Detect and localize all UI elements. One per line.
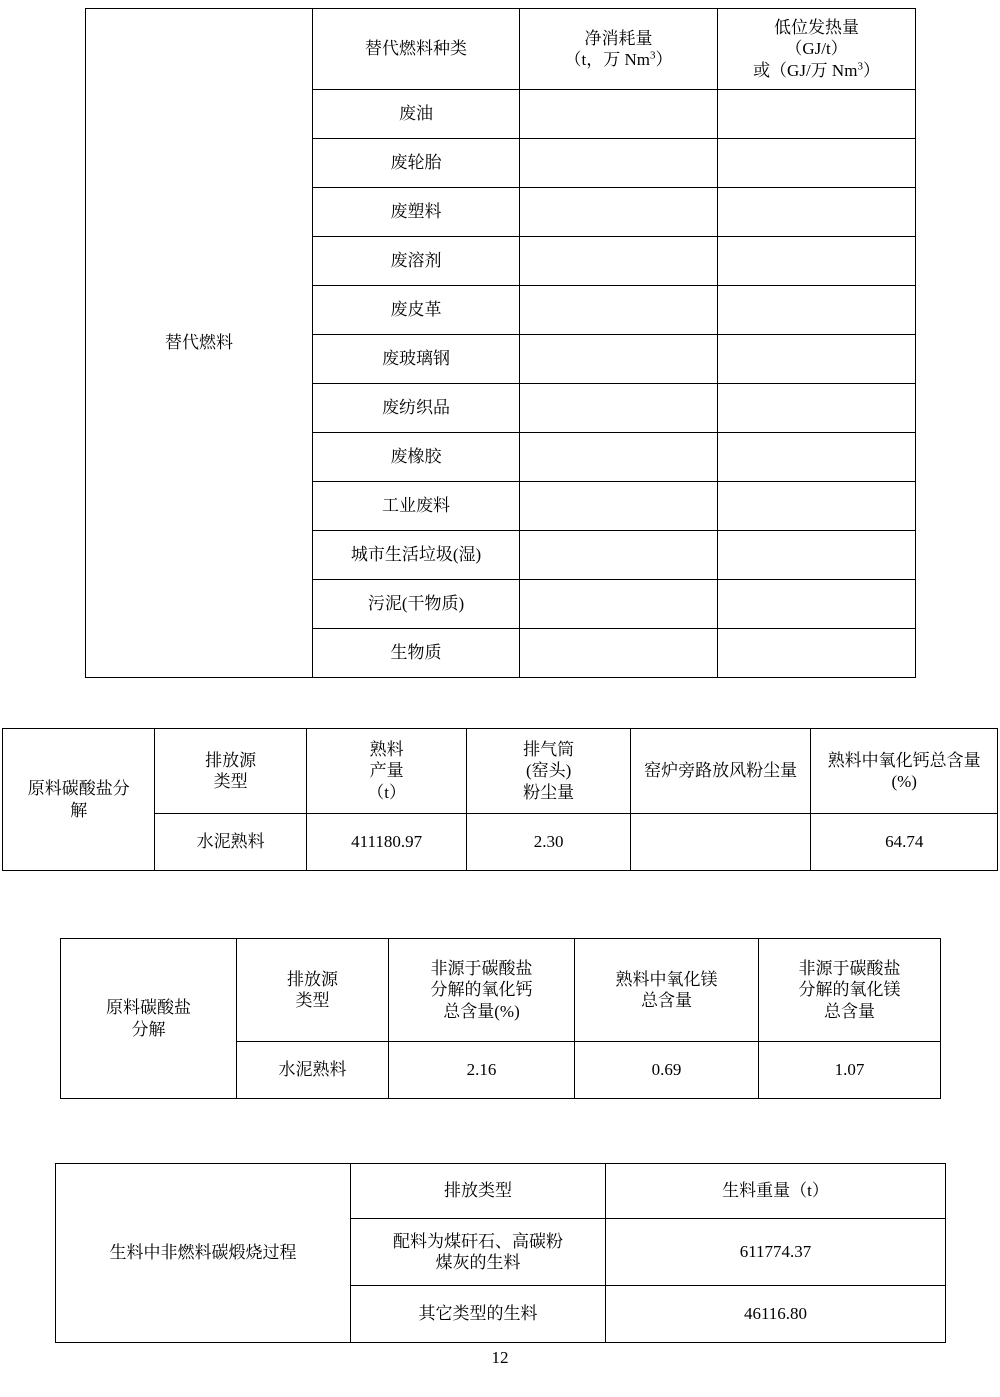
fuel-heat-value[interactable] xyxy=(718,531,916,580)
fuel-net-value[interactable] xyxy=(520,433,718,482)
header-heat-value xyxy=(718,9,916,90)
cell-source-type: 水泥熟料 xyxy=(237,1042,389,1099)
raw-meal-table xyxy=(55,1163,946,1343)
fuel-net-value[interactable] xyxy=(520,482,718,531)
fuel-net-value[interactable] xyxy=(520,531,718,580)
cell-stack-dust[interactable]: 2.30 xyxy=(467,814,630,871)
header-source-type-line2: 类型 xyxy=(213,772,248,791)
header-non-carbonate-mgo xyxy=(759,939,941,1042)
header-non-carbonate-mgo-line1: 非源于碳酸盐 xyxy=(798,959,901,979)
fuel-name: 污泥(干物质) xyxy=(313,580,520,629)
header-mgo-content xyxy=(575,939,759,1042)
carbonate-1-row-label-line2: 解 xyxy=(70,800,88,820)
carbonate-2-row-label-line2: 分解 xyxy=(131,1019,166,1039)
header-heat-line2: （GJ/t） xyxy=(785,39,848,59)
header-non-carbonate-cao-line1: 非源于碳酸盐 xyxy=(430,959,533,979)
net-unit-sup: 3 xyxy=(649,49,656,62)
fuel-name: 废皮革 xyxy=(313,286,520,335)
page-number: 12 xyxy=(491,1348,509,1367)
carbonate-1-row-label-line1: 原料碳酸盐分 xyxy=(27,779,130,799)
fuel-name: 废塑料 xyxy=(313,188,520,237)
header-source-type xyxy=(155,729,306,814)
header-fuel-type: 替代燃料种类 xyxy=(313,9,520,90)
header-clinker-line1: 熟料 xyxy=(369,740,404,760)
fuel-net-value[interactable] xyxy=(520,580,718,629)
header-mgo-line1: 熟料中氧化镁 xyxy=(615,969,718,989)
cell-clinker-output[interactable]: 411180.97 xyxy=(306,814,466,871)
fuel-net-value[interactable] xyxy=(520,384,718,433)
header-non-carbonate-mgo-line2: 分解的氧化镁 xyxy=(798,980,901,1000)
header-raw-meal-weight: 生料重量（t） xyxy=(606,1164,946,1219)
cell-emission-type xyxy=(351,1219,606,1286)
header-stack-dust xyxy=(467,729,630,814)
header-heat-line1: 低位发热量 xyxy=(774,18,859,38)
cell-bypass-dust[interactable] xyxy=(630,814,811,871)
fuel-name: 废纺织品 xyxy=(313,384,520,433)
fuel-name: 废油 xyxy=(313,90,520,139)
cell-source-type: 水泥熟料 xyxy=(155,814,306,871)
carbonate-table-2-container xyxy=(60,938,941,1099)
fuel-heat-value[interactable] xyxy=(718,580,916,629)
fuel-name: 城市生活垃圾(湿) xyxy=(313,531,520,580)
header-non-carbonate-cao-line2: 分解的氧化钙 xyxy=(430,980,533,1000)
cell-emission-type-line1: 配料为煤矸石、高碳粉 xyxy=(393,1231,563,1251)
carbonate-table-2 xyxy=(60,938,941,1099)
table-header-row xyxy=(86,9,916,90)
table-header-row xyxy=(3,729,998,814)
fuel-heat-value[interactable] xyxy=(718,384,916,433)
fuel-net-value[interactable] xyxy=(520,90,718,139)
header-net-consumption-line2 xyxy=(524,49,713,70)
fuel-heat-value[interactable] xyxy=(718,139,916,188)
fuel-net-value[interactable] xyxy=(520,629,718,678)
fuel-name: 废玻璃钢 xyxy=(313,335,520,384)
fuel-heat-value[interactable] xyxy=(718,188,916,237)
carbonate-table-1 xyxy=(2,728,998,871)
header-non-carbonate-mgo-line3: 总含量 xyxy=(824,1001,875,1021)
header-clinker-output xyxy=(306,729,466,814)
fuel-net-value[interactable] xyxy=(520,286,718,335)
header-non-carbonate-cao xyxy=(389,939,575,1042)
fuel-heat-value[interactable] xyxy=(718,286,916,335)
heat-unit-pre: 或（GJ/万 Nm xyxy=(753,60,858,80)
header-net-consumption-line1: 净消耗量 xyxy=(584,28,653,48)
cell-non-carbonate-mgo[interactable]: 1.07 xyxy=(759,1042,941,1099)
cell-emission-type-line2: 煤灰的生料 xyxy=(435,1253,521,1272)
fuel-net-value[interactable] xyxy=(520,188,718,237)
header-non-carbonate-cao-line3: 总含量(%) xyxy=(443,1001,520,1021)
header-cao-content: 熟料中氧化钙总含量(%) xyxy=(811,729,998,814)
header-source-type-line2: 类型 xyxy=(295,991,330,1010)
table-header-row xyxy=(56,1164,946,1219)
header-stack-line1: 排气筒 xyxy=(523,740,575,760)
header-emission-type: 排放类型 xyxy=(351,1164,606,1219)
header-source-type-line1: 排放源 xyxy=(287,969,338,989)
cell-raw-meal-weight[interactable]: 46116.80 xyxy=(606,1286,946,1343)
header-mgo-line2: 总含量 xyxy=(641,991,692,1010)
header-stack-line2: (窑头) xyxy=(525,761,572,781)
fuel-heat-value[interactable] xyxy=(718,629,916,678)
cell-non-carbonate-cao[interactable]: 2.16 xyxy=(389,1042,575,1099)
fuel-name: 废橡胶 xyxy=(313,433,520,482)
carbonate-2-row-label-line1: 原料碳酸盐 xyxy=(106,998,191,1018)
carbonate-table-1-container xyxy=(2,728,998,871)
fuel-heat-value[interactable] xyxy=(718,237,916,286)
fuel-net-value[interactable] xyxy=(520,237,718,286)
carbonate-1-row-label xyxy=(3,729,155,871)
header-clinker-line2: 产量 xyxy=(369,761,404,781)
alt-fuel-table-container xyxy=(85,8,916,678)
heat-unit-post: ） xyxy=(862,60,880,80)
fuel-name: 废轮胎 xyxy=(313,139,520,188)
fuel-net-value[interactable] xyxy=(520,335,718,384)
fuel-name: 工业废料 xyxy=(313,482,520,531)
header-source-type xyxy=(237,939,389,1042)
header-clinker-line3: （t） xyxy=(367,782,406,802)
fuel-heat-value[interactable] xyxy=(718,335,916,384)
header-stack-line3: 粉尘量 xyxy=(523,782,575,802)
header-bypass-dust: 窑炉旁路放风粉尘量 xyxy=(630,729,811,814)
raw-meal-row-label: 生料中非燃料碳煅烧过程 xyxy=(56,1164,351,1343)
cell-cao-content[interactable]: 64.74 xyxy=(811,814,998,871)
table-header-row xyxy=(61,939,941,1042)
fuel-heat-value[interactable] xyxy=(718,90,916,139)
cell-raw-meal-weight[interactable]: 611774.37 xyxy=(606,1219,946,1286)
fuel-name: 废溶剂 xyxy=(313,237,520,286)
fuel-net-value[interactable] xyxy=(520,139,718,188)
alt-fuel-row-label: 替代燃料 xyxy=(86,9,313,678)
net-unit-post: ） xyxy=(655,50,673,69)
heat-unit-sup: 3 xyxy=(857,59,863,72)
header-net-consumption xyxy=(520,9,718,90)
header-heat-line3 xyxy=(722,60,911,81)
net-unit-pre: （t，万 Nm xyxy=(564,50,650,69)
alt-fuel-table xyxy=(85,8,916,678)
header-source-type-line1: 排放源 xyxy=(205,750,257,770)
carbonate-2-row-label xyxy=(61,939,237,1099)
cell-emission-type: 其它类型的生料 xyxy=(351,1286,606,1343)
cell-mgo-content[interactable]: 0.69 xyxy=(575,1042,759,1099)
fuel-heat-value[interactable] xyxy=(718,433,916,482)
raw-meal-table-container xyxy=(55,1163,946,1343)
fuel-name: 生物质 xyxy=(313,629,520,678)
fuel-heat-value[interactable] xyxy=(718,482,916,531)
